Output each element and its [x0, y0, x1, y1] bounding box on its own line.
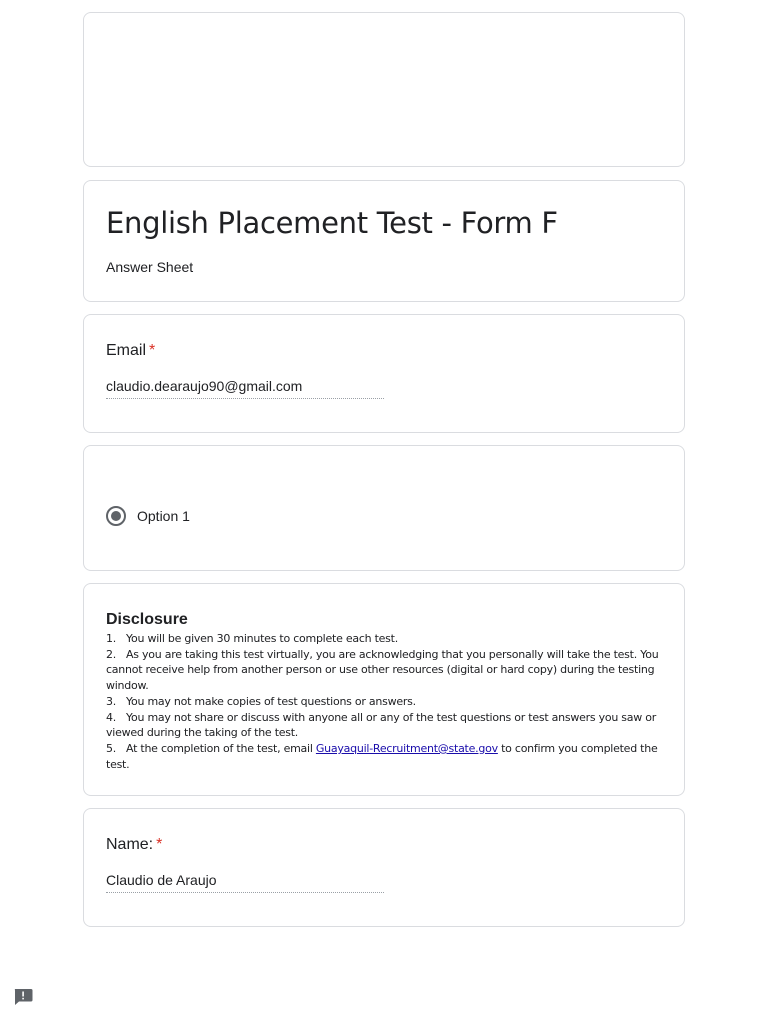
- email-label: Email: [106, 342, 147, 359]
- disclosure-title: Disclosure: [106, 611, 188, 628]
- radio-dot: [111, 511, 121, 521]
- list-item-number: 3.: [106, 694, 116, 708]
- form-title: English Placement Test - Form F: [106, 206, 558, 240]
- form-title-card: [83, 180, 685, 302]
- radio-option-1[interactable]: [106, 506, 190, 526]
- list-item-number: 2.: [106, 647, 116, 661]
- email-field[interactable]: claudio.dearaujo90@gmail.com: [106, 377, 384, 399]
- name-field[interactable]: Claudio de Araujo: [106, 871, 384, 893]
- report-problem-icon-svg: [12, 987, 34, 1007]
- list-item-text: You may not make copies of test questions or answers.: [126, 694, 416, 708]
- name-question-title: [106, 835, 662, 855]
- list-item-number: 1.: [106, 632, 116, 645]
- radio-selected-icon[interactable]: [106, 506, 126, 526]
- disclosure-list: [106, 631, 662, 772]
- required-marker: *: [149, 342, 156, 359]
- name-question-card: [83, 808, 685, 927]
- option-question-card: [83, 445, 685, 571]
- disclosure-card: [83, 583, 685, 796]
- list-item-text: As you are taking this test virtually, you are acknowledging that you personally will take the test. You cannot receive help from another person or use other resources (digital or hard copy) during the testing window.: [106, 647, 659, 693]
- list-item: [106, 741, 662, 772]
- email-question-title: [106, 341, 662, 361]
- list-item: [106, 710, 662, 741]
- list-item: [106, 647, 662, 694]
- form-description: Answer Sheet: [106, 259, 194, 275]
- list-item: [106, 631, 662, 647]
- list-item-number: 5.: [106, 741, 116, 755]
- list-item-number: 4.: [106, 710, 116, 724]
- list-item-text: to confirm you completed the test.: [106, 741, 658, 771]
- recruitment-email-link[interactable]: Guayaquil-Recruitment@state.gov: [315, 741, 498, 755]
- email-question-card: [83, 314, 685, 433]
- radio-option-label: Option 1: [137, 508, 190, 524]
- list-item-text: At the completion of the test, email: [126, 741, 316, 755]
- name-label: Name:: [106, 836, 154, 853]
- list-item-text: You may not share or discuss with anyone all or any of the test questions or test answers you saw or viewed during the taking of the test.: [106, 710, 657, 740]
- header-image-card: [83, 12, 685, 167]
- required-marker: *: [156, 836, 163, 853]
- report-problem-icon[interactable]: [12, 987, 34, 1007]
- list-item: [106, 694, 662, 710]
- list-item-text: You will be given 30 minutes to complete each test.: [126, 632, 398, 645]
